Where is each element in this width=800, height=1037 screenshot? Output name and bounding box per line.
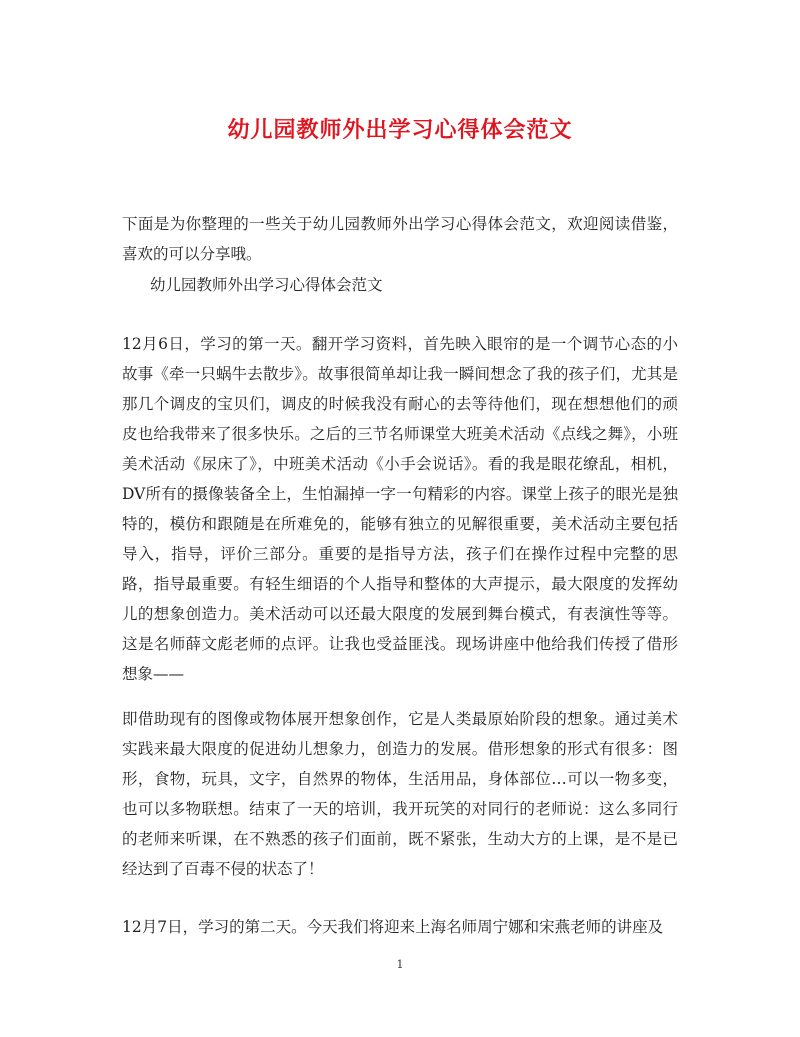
document-subtitle: 幼儿园教师外出学习心得体会范文 xyxy=(150,276,383,294)
paragraph-day2: 12月7日，学习的第二天。今天我们将迎来上海名师周宁娜和宋燕老师的讲座及 xyxy=(122,918,664,936)
paragraph-day1: 12月6日，学习的第一天。翻开学习资料，首先映入眼帘的是一个调节心态的小故事《牵一只蜗牛去散步》。故事很简单却让我一瞬间想念了我的孩子们，尤其是那几个调皮的宝贝们，调皮的时候我没有耐心的去等待他们，现在想想他们的顽皮也给我带来了很多快乐。之后的三节名师课堂大班美术活动《点线之舞》，小班美术活动《尿床了》，中班美术活动《小手会说话》。看的我是眼花缭乱，相机，DV所有的摄像装备全上，生怕漏掉一字一句精彩的内容。课堂上孩子的眼光是独特的，模仿和跟随是在所难免的，能够有独立的见解很重要，美术活动主要包括导入，指导，评价三部分。重要的是指导方法，孩子们在操作过程中完整的思路，指导最重要。有轻生细语的个人指导和整体的大声提示，最大限度的发挥幼儿的想象创造力。美术活动可以还最大限度的发展到舞台模式，有表演性等等。这是名师薛文彪老师的点评。让我也受益匪浅。现场讲座中他给我们传授了借形想象—— xyxy=(122,335,678,683)
page-number: 1 xyxy=(396,958,404,971)
paragraph-borrowed-imagination: 即借助现有的图像或物体展开想象创作，它是人类最原始阶段的想象。通过美术实践来最大限度的促进幼儿想象力，创造力的发展。借形想象的形式有很多：图形，食物，玩具，文字，自然界的物体，生活用品，身体部位…可以一物多变，也可以多物联想。结束了一天的培训，我开玩笑的对同行的老师说：这么多同行的老师来听课，在不熟悉的孩子们面前，既不紧张，生动大方的上课，是不是已经达到了百毒不侵的状态了！ xyxy=(122,710,678,878)
document-title: 幼儿园教师外出学习心得体会范文 xyxy=(227,117,573,143)
intro-paragraph: 下面是为你整理的一些关于幼儿园教师外出学习心得体会范文，欢迎阅读借鉴，喜欢的可以分享哦。 xyxy=(122,215,678,263)
